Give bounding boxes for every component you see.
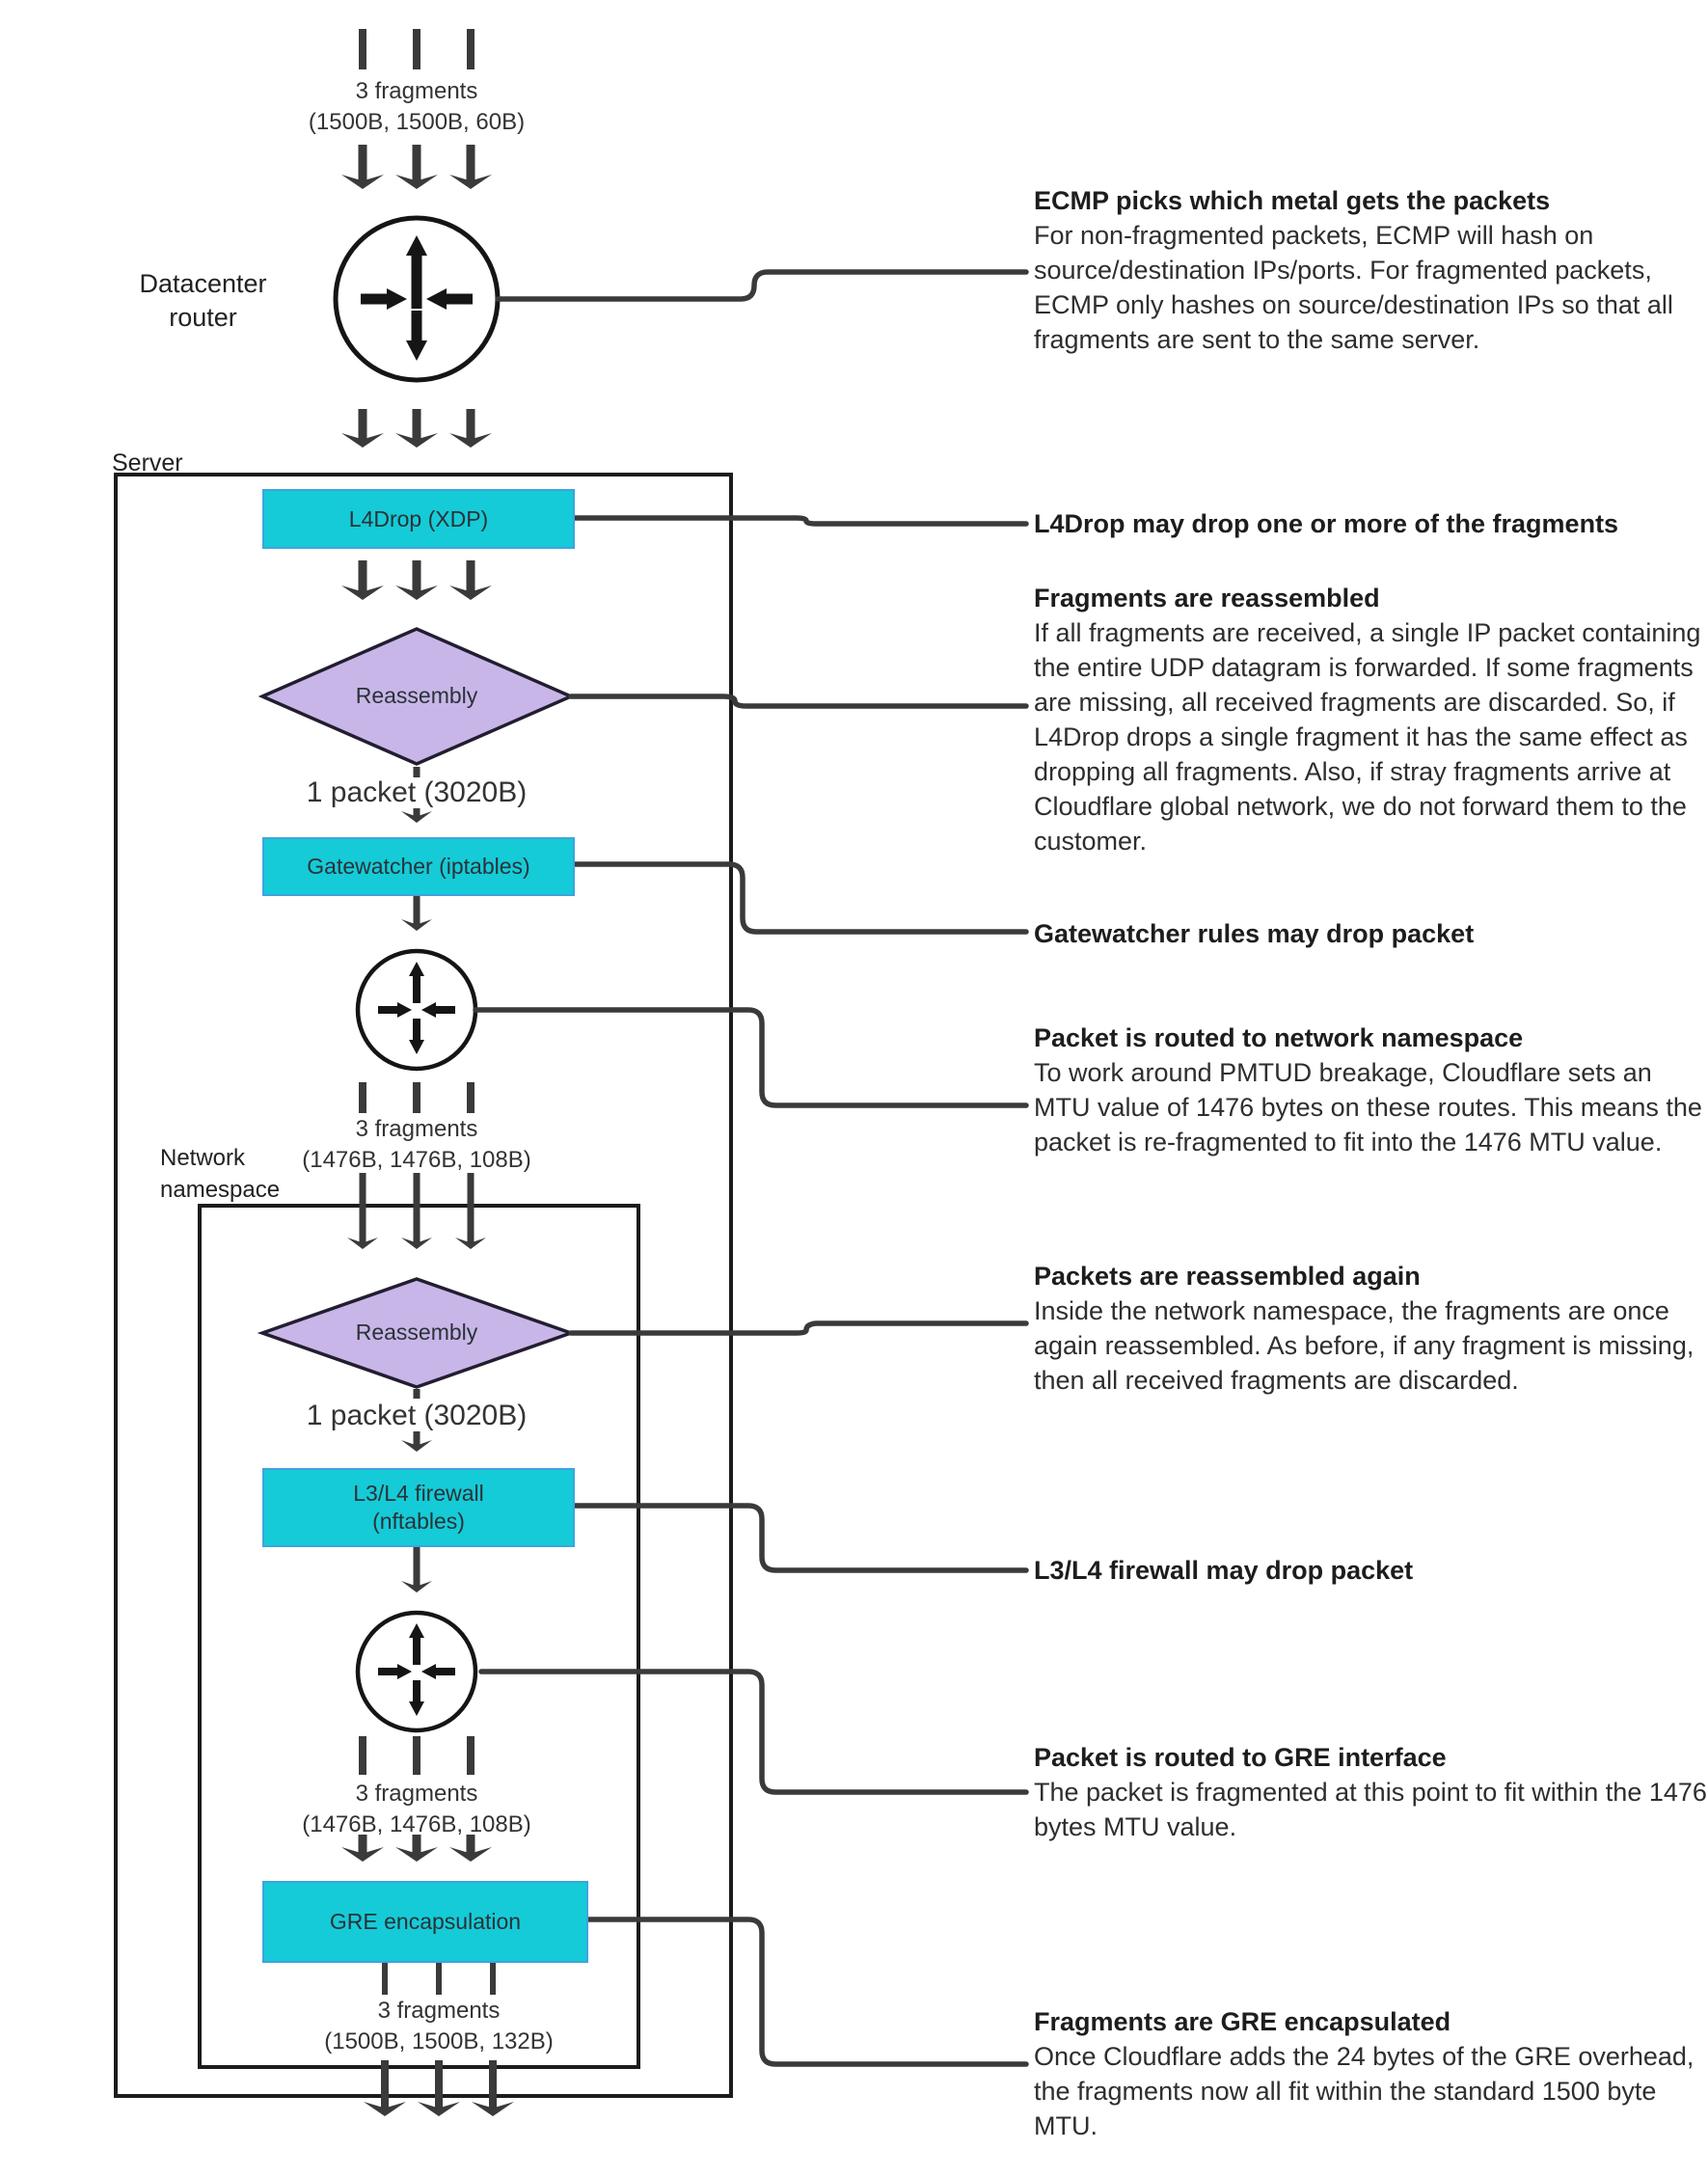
annotation-reassembly: [1034, 581, 1708, 858]
reassembly-1-label: Reassembly: [355, 683, 478, 708]
connector-route-namespace: [475, 1010, 1026, 1105]
connector-l4drop: [571, 518, 1026, 524]
annotation-reassembled-again: [1034, 1259, 1708, 1398]
packet-label-1: 1 packet (3020B): [306, 776, 528, 808]
arrows-l4drop-to-reassembly: [363, 560, 471, 596]
gre-output-stubs: [385, 1962, 493, 1995]
annotation-heading: Fragments are reassembled: [1034, 584, 1380, 612]
annotation-body: If all fragments are received, a single IP packet containing the entire UDP datagram is forwarded. If some fragments are missing, all received fragments are discarded. So, if L4Drop drops a single fragment it has the same effect as dropping all fragments. Also, if stray fragments arrive at Cloudflare global network, we do not forward them to the customer.: [1034, 618, 1701, 856]
annotation-body: For non-fragmented packets, ECMP will hash on source/destination IPs/ports. For fragmented packets, ECMP only hashes on source/destination IPs so that all fragments are sent to the same server.: [1034, 221, 1673, 354]
annotation-route-gre: [1034, 1740, 1708, 1844]
gatewatcher-node: [262, 837, 575, 896]
network-namespace-label: Network namespace: [160, 1145, 281, 1203]
fragment-stubs-low: [363, 1736, 471, 1775]
annotation-heading: L3/L4 firewall may drop packet: [1034, 1556, 1414, 1585]
annotation-body: Inside the network namespace, the fragments are once again reassembled. As before, if any fragment is missing, then all received fragments are discarded.: [1034, 1296, 1694, 1395]
arrows-into-router: [363, 145, 471, 185]
annotation-heading: Gatewatcher rules may drop packet: [1034, 919, 1475, 948]
arrows-into-server: [363, 409, 471, 444]
fragments-low-sizes: (1476B, 1476B, 108B): [302, 1811, 531, 1837]
annotation-body: Once Cloudflare adds the 24 bytes of the GRE overhead, the fragments now all fit within the standard 1500 byte MTU.: [1034, 2042, 1694, 2140]
connector-reassembly1: [571, 696, 1026, 706]
annotation-body: The packet is fragmented at this point to fit within the 1476 bytes MTU value.: [1034, 1778, 1707, 1841]
datacenter-router-icon: [336, 218, 498, 380]
packet-label-2: 1 packet (3020B): [306, 1400, 528, 1431]
annotation-heading: Packet is routed to GRE interface: [1034, 1743, 1447, 1772]
fragments-top-sizes: (1500B, 1500B, 60B): [308, 109, 526, 135]
arrows-exiting-server: [385, 2060, 493, 2112]
routing-icon-namespace: [358, 951, 475, 1069]
firewall-node-label-line2: (nftables): [372, 1509, 465, 1534]
connector-route-gre: [481, 1672, 1026, 1792]
connector-gatewatcher: [571, 864, 1026, 932]
fragment-stubs-mid: [363, 1082, 471, 1113]
connector-ecmp: [498, 272, 1026, 299]
routing-icon-gre: [358, 1613, 475, 1730]
annotation-l4drop: [1034, 506, 1708, 541]
l4drop-node: [262, 489, 575, 549]
server-label: Server: [112, 449, 183, 476]
gre-node: [262, 1881, 588, 1963]
annotation-ecmp: [1034, 183, 1708, 357]
annotation-route-namespace: [1034, 1020, 1708, 1159]
connector-reassembly2: [571, 1323, 1026, 1333]
firewall-node: [262, 1468, 575, 1547]
datacenter-router-label: Datacenter router: [139, 269, 267, 332]
annotation-heading: L4Drop may drop one or more of the fragments: [1034, 509, 1619, 538]
gatewatcher-node-label: Gatewatcher (iptables): [307, 854, 530, 879]
annotation-gatewatcher: [1034, 916, 1708, 951]
arrows-into-namespace: [363, 1173, 471, 1246]
reassembly-2-label: Reassembly: [355, 1320, 478, 1345]
fragments-low-count: 3 fragments: [355, 1781, 478, 1807]
fragments-bottom-count: 3 fragments: [377, 1998, 501, 2024]
annotation-gre-encapsulated: [1034, 2004, 1708, 2143]
fragments-mid-count: 3 fragments: [355, 1116, 478, 1142]
fragments-bottom-sizes: (1500B, 1500B, 132B): [324, 2028, 554, 2055]
annotation-heading: Fragments are GRE encapsulated: [1034, 2007, 1451, 2036]
fragments-top-count: 3 fragments: [355, 78, 478, 104]
connector-gre: [584, 1919, 1026, 2064]
annotation-body: To work around PMTUD breakage, Cloudflare sets an MTU value of 1476 bytes on these routes. This means the packet is re-fragmented to fit into the 1476 MTU value.: [1034, 1058, 1702, 1157]
incoming-fragment-stubs: [363, 29, 471, 69]
annotation-heading: ECMP picks which metal gets the packets: [1034, 186, 1551, 215]
fragments-mid-sizes: (1476B, 1476B, 108B): [302, 1147, 531, 1173]
annotation-heading: Packet is routed to network namespace: [1034, 1023, 1524, 1052]
gre-node-label: GRE encapsulation: [329, 1909, 522, 1934]
firewall-node-label-line1: L3/L4 firewall: [353, 1481, 484, 1506]
l4drop-node-label: L4Drop (XDP): [348, 505, 489, 531]
connector-firewall: [571, 1506, 1026, 1570]
annotation-heading: Packets are reassembled again: [1034, 1262, 1421, 1291]
annotation-firewall: [1034, 1553, 1708, 1588]
